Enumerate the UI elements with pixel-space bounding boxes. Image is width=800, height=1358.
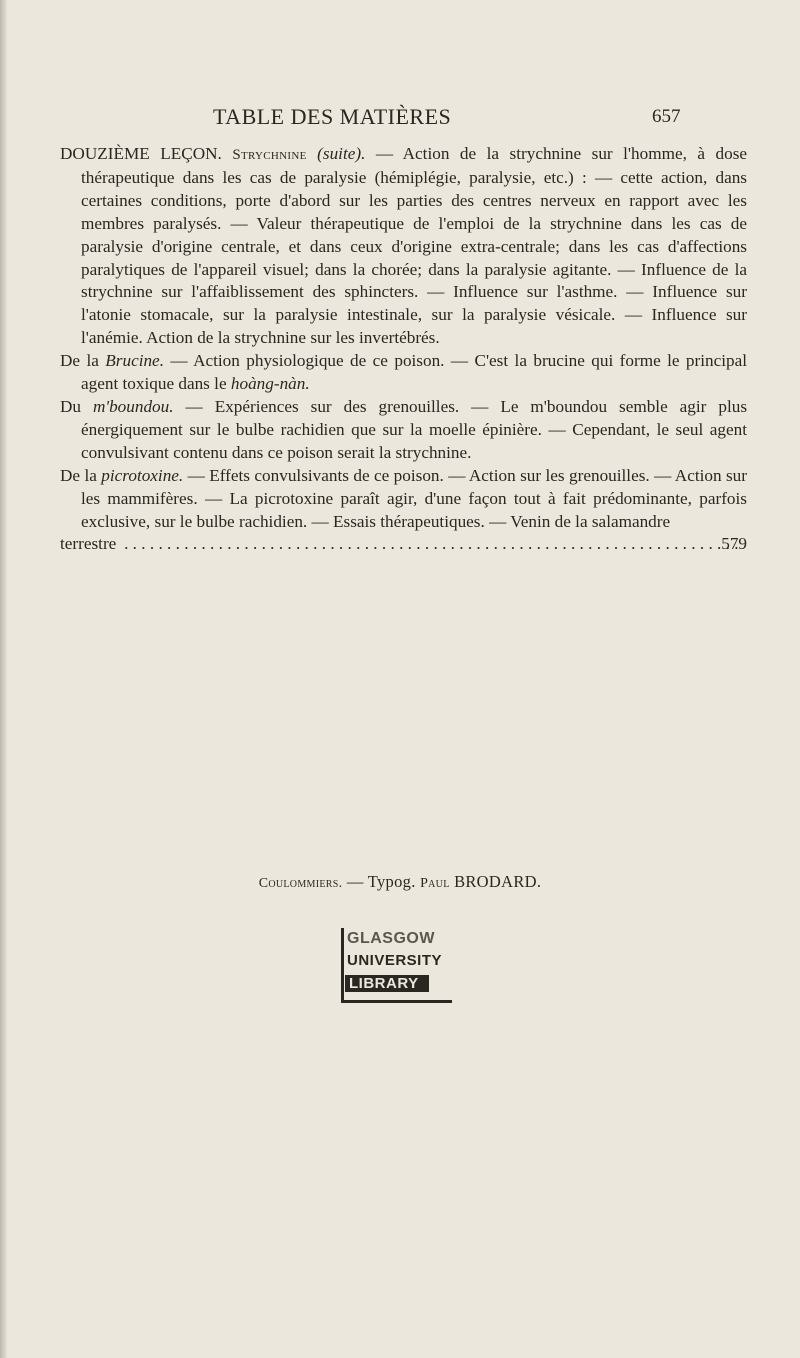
table-of-contents (60, 143, 747, 556)
entry-text: — Action physiologique de ce poison. — C'est la brucine qui forme le principal agent toxique dans le (81, 351, 748, 394)
imprint-town: Coulommiers. (258, 876, 343, 891)
entry-text: — Expériences sur des grenouilles. — Le m'boundou semble agir plus énergiquement sur le bulbe rachidien que sur la moelle épinière. — Cependant, le seul agent convulsivant contenu dans ce poison serait la strychnine. (81, 396, 748, 462)
toc-entry-douzieme-lecon (60, 143, 747, 350)
entry-subject: picrotoxine. (101, 465, 184, 485)
toc-entry-mboundou (60, 396, 747, 465)
imprint-printer-last: BRODARD. (454, 872, 542, 891)
entry-subject: Brucine. (105, 351, 164, 371)
entry-page-number: 579 (721, 534, 747, 554)
dot-leader (119, 533, 739, 556)
entry-text: — Effets convulsivants de ce poison. — Action sur les grenouilles. — Action sur les mammifères. — La picrotoxine paraît agir, d'une façon tout à fait prédominante, parfois exclusive, sur le bulbe rachidien. — Essais thérapeutiques. — Venin de la salamandre (81, 465, 747, 531)
imprint-printer-first: Paul (420, 876, 450, 891)
library-stamp (335, 922, 453, 1002)
stamp-line-library: LIBRARY (345, 975, 429, 992)
entry-subject: Strychnine (232, 147, 307, 163)
entry-term: hoàng-nàn. (230, 374, 310, 394)
stamp-line-university: UNIVERSITY (347, 952, 443, 969)
toc-leader-line (60, 533, 747, 556)
entry-subject: m'boundou. (93, 396, 174, 416)
imprint-separator: — (346, 872, 364, 891)
entry-lead: De la (60, 465, 97, 485)
lesson-heading: DOUZIÈME LEÇON. (60, 144, 222, 163)
entry-subject-note: (suite). (317, 144, 366, 163)
toc-entry-picrotoxine (60, 465, 747, 557)
stamp-line-glasgow: GLASGOW (347, 930, 435, 947)
entry-text: — Action de la strychnine sur l'homme, à dose thérapeutique dans les cas de paralysie (hémiplégie, paralysie, etc.) : — cette action, dans certaines conditions, porte d'abord sur les parties des centres nerveux en rapport avec les membres paralysés. — Valeur thérapeutique de l'emploi de la strychnine dans les cas de paralysie d'origine centrale, et dans ceux d'origine extra-centrale; dans les cas d'affections paralytiques de l'appareil visuel; dans la chorée; dans la paralysie agitante. — Influence de la strychnine sur l'affaiblissement des sphincters. — Influence sur l'asthme. — Influence sur l'atonie stomacale, sur la paralysie intestinale, sur la paralysie vésicale. — Influence sur l'anémie. Action de la strychnine sur les invertébrés. (81, 144, 748, 348)
entry-last-line: terrestre (60, 534, 117, 554)
page-edge (0, 0, 7, 1358)
printer-imprint (0, 872, 800, 892)
entry-lead: Du (60, 396, 82, 416)
page-number: 657 (652, 106, 681, 127)
entry-lead: De la (60, 351, 99, 371)
toc-entry-brucine (60, 350, 747, 396)
running-title: TABLE DES MATIÈRES (213, 104, 452, 129)
imprint-typog: Typog. (367, 872, 416, 891)
page-header (0, 104, 800, 136)
